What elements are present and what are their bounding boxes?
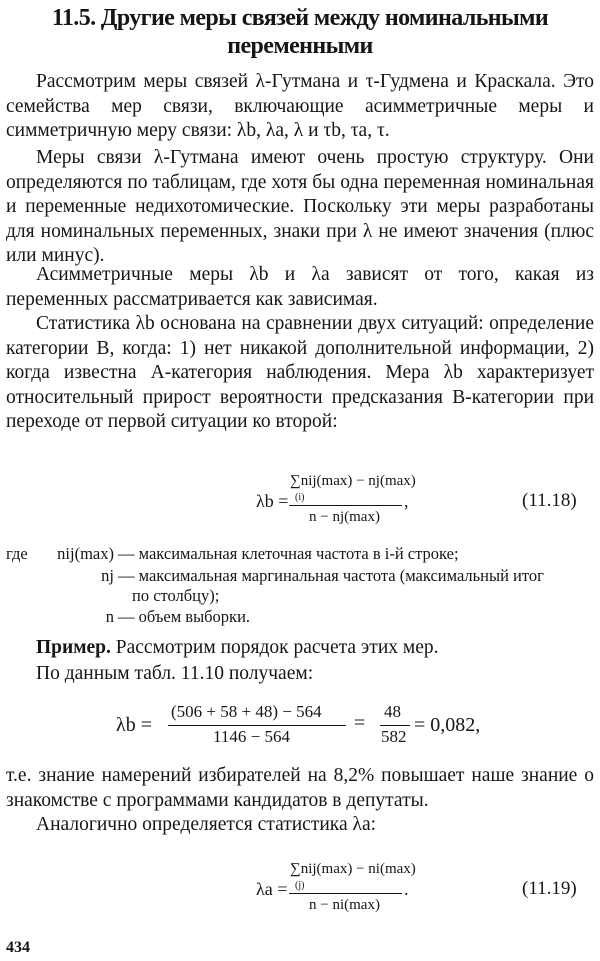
page-number: 434 [6,939,30,956]
legend-description: — объем выборки. [118,607,251,626]
calc-fraction-bar-2 [380,725,410,726]
symbol-legend [0,540,600,630]
formula-numerator: ∑nij(max) − ni(max) [290,861,416,877]
calc-eq: = [354,712,366,734]
calc-fraction-bar [168,725,346,726]
formula-sum-index: (i) [295,492,305,503]
calc-num2: 48 [384,702,401,721]
paragraph-conclusion: т.е. знание намерений избирателей на 8,2% повышает наше знание о знакомстве с программами кандидатов в депутаты. [6,765,594,811]
paragraph-statistic-lambda-b: Статистика λb основана на сравнении двух ситуаций: определение категории B, когда: 1) нет никакой дополнительной информации, 2) когда известна A-категория наблюдения. Мера λb характеризует относительный прирост вероятности предсказания B-категории при переходе от первой ситуации ко второй: [6,313,594,432]
formula-lhs: λb = [256,491,289,511]
fraction-bar [289,893,402,894]
example-line1: Рассмотрим порядок расчета этих мер. [115,637,439,658]
example-line2: По данным табл. 11.10 получаем: [36,663,314,684]
equation-number: (11.19) [522,878,577,899]
formula-trail: , [404,491,409,511]
example-label: Пример. [36,637,111,658]
fraction-bar [289,505,402,506]
calc-denominator: 1146 − 564 [213,727,290,746]
calc-lhs: λb = [116,714,152,736]
legend-description: по столбцу); [132,586,220,605]
legend-symbol: n [105,607,114,626]
calc-numerator: (506 + 58 + 48) − 564 [171,702,322,721]
paragraph-analog: Аналогично определяется статистика λa: [36,814,377,835]
legend-symbol: nj [101,566,114,585]
section-heading: 11.5. Другие меры связей между номинальными переменными [51,5,549,59]
paragraph-asymmetric: Асимметричные меры λb и λa зависят от того, какая из переменных рассматривается как зависимая. [6,264,594,310]
equation-number: (11.18) [522,490,577,511]
legend-intro: где [6,544,28,563]
formula-lhs: λa = [256,879,288,899]
formula-sum-index: (j) [295,880,305,891]
formula-numerator: ∑nij(max) − nj(max) [290,473,416,489]
example-paragraph [6,636,594,661]
formula-denominator: n − ni(max) [309,897,380,913]
paragraph-intro: Рассмотрим меры связей λ-Гутмана и τ-Гудмена и Краскала. Это семейства мер связи, включающие асимметричные меры и симметричную меру связи: λb, λa, λ и τb, τa, τ. [6,71,594,141]
legend-description: — максимальная клеточная частота в i-й строке; [118,544,459,563]
formula-denominator: n − nj(max) [309,509,380,525]
formula-trail: . [404,879,409,899]
legend-symbol: nij(max) [57,544,114,563]
legend-description: — максимальная маргинальная частота (максимальный итог [118,566,544,585]
calc-den2: 582 [381,727,407,746]
calc-result: = 0,082, [414,714,481,736]
paragraph-lambda-structure: Меры связи λ-Гутмана имеют очень простую структуру. Они определяются по таблицам, где хотя бы одна переменная номинальная и переменные недихотомические. Поскольку эти меры разработаны для номинальных переменных, знаки при λ не имеют значения (плюс или минус). [6,147,594,266]
